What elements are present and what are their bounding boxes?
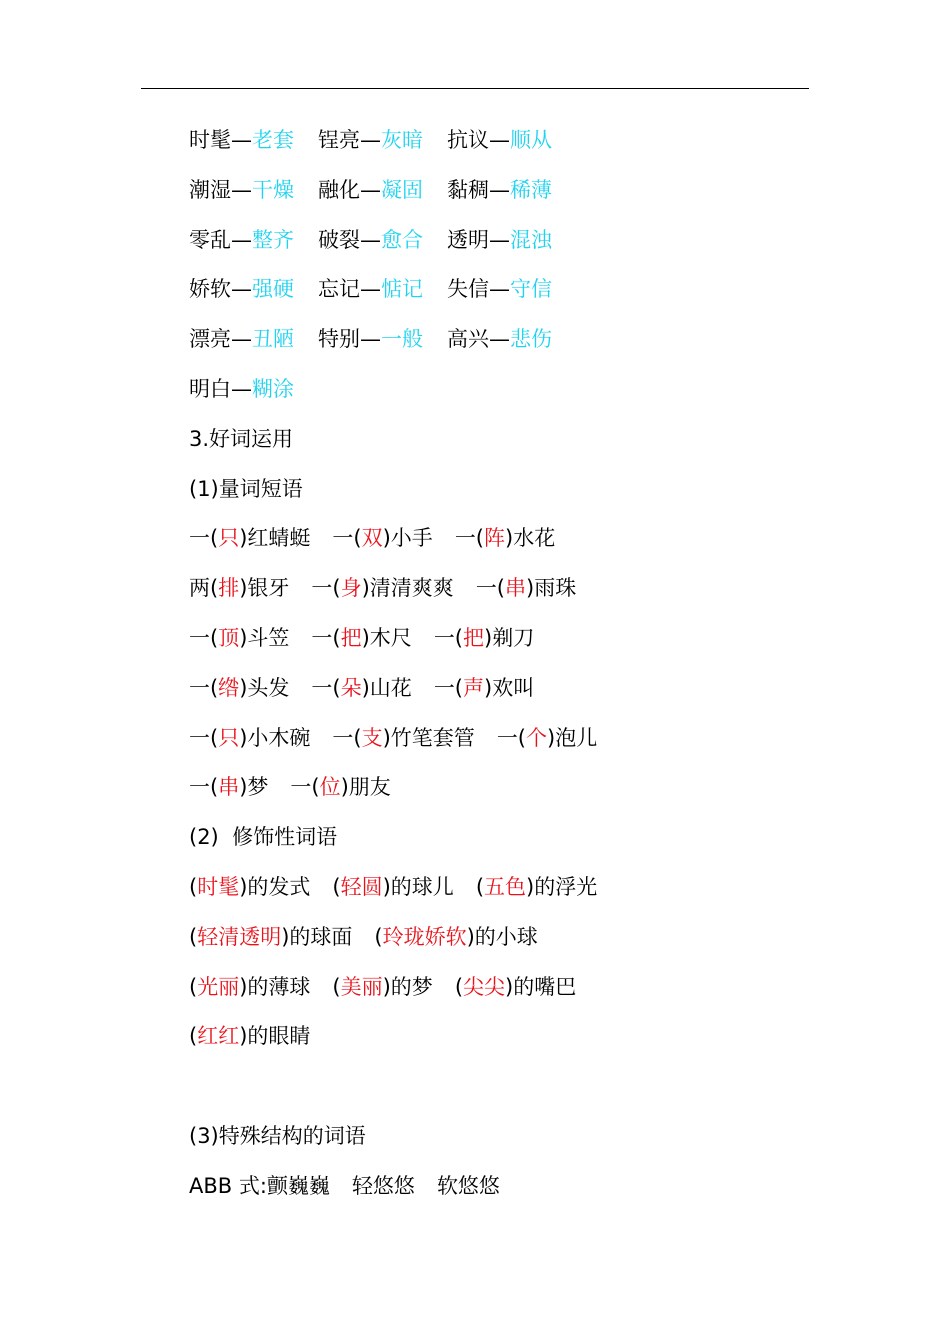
antonym-pair <box>318 116 423 166</box>
measure-phrase <box>311 564 453 614</box>
modifier-row <box>189 913 809 963</box>
antonym-dash: — <box>231 227 252 252</box>
antonym-dash: — <box>360 128 381 152</box>
measure-phrase <box>434 614 534 664</box>
antonym-answer: 顺从 <box>510 128 552 152</box>
phrase-suffix: )山花 <box>361 675 412 700</box>
antonym-pair <box>189 166 294 216</box>
antonym-dash: — <box>489 327 510 352</box>
antonym-answer: 整齐 <box>252 227 294 252</box>
measure-answer: 只 <box>218 526 240 551</box>
phrase-prefix: 一( <box>332 725 362 750</box>
phrase-suffix: )的发式 <box>239 874 311 899</box>
measure-phrase <box>332 514 432 564</box>
antonym-dash: — <box>231 177 252 202</box>
antonym-word: 融化 <box>318 177 360 202</box>
modifier-answer: 光丽 <box>197 974 240 999</box>
antonym-word: 锃亮 <box>318 128 360 152</box>
subsection-title: (1)量词短语 <box>189 476 303 501</box>
phrase-suffix: )小手 <box>382 526 433 551</box>
phrase-prefix: 一( <box>311 675 341 700</box>
antonym-pair <box>447 315 552 365</box>
phrase-suffix: )的小球 <box>466 924 538 949</box>
antonym-word: 娇软 <box>189 277 231 302</box>
antonym-answer: 惦记 <box>381 277 423 302</box>
antonym-row <box>189 116 809 166</box>
measure-phrase <box>189 763 268 813</box>
antonym-word: 漂亮 <box>189 327 231 352</box>
measure-word-row <box>189 514 809 564</box>
measure-phrase <box>189 514 310 564</box>
antonym-word: 潮湿 <box>189 177 231 202</box>
modifier-phrase <box>189 963 310 1013</box>
phrase-prefix: 一( <box>189 725 219 750</box>
abb-label: ABB 式: <box>189 1173 267 1198</box>
phrase-suffix: )的眼睛 <box>239 1024 311 1049</box>
antonym-row <box>189 315 809 365</box>
measure-phrase <box>497 714 597 764</box>
antonym-dash: — <box>360 277 381 302</box>
measure-phrase <box>189 714 310 764</box>
measure-word-row <box>189 564 809 614</box>
antonym-answer: 一般 <box>381 327 423 352</box>
measure-phrase <box>311 664 411 714</box>
phrase-prefix: ( <box>332 874 341 899</box>
phrase-suffix: )朋友 <box>340 775 391 800</box>
phrase-prefix: 一( <box>332 526 362 551</box>
modifier-phrase <box>332 863 453 913</box>
antonym-pair <box>189 265 294 315</box>
antonym-word: 黏稠 <box>447 177 489 202</box>
phrase-prefix: 一( <box>433 625 464 650</box>
measure-phrase <box>455 514 555 564</box>
phrase-prefix: 一( <box>189 675 219 700</box>
measure-word-row <box>189 664 809 714</box>
phrase-prefix: ( <box>374 924 383 949</box>
abb-word: 软悠悠 <box>436 1173 500 1198</box>
modifier-answer: 红红 <box>197 1024 240 1049</box>
phrase-suffix: )头发 <box>239 675 290 700</box>
measure-word-row <box>189 763 809 813</box>
antonym-answer: 老套 <box>252 128 294 152</box>
antonym-word: 忘记 <box>318 277 360 302</box>
phrase-prefix: 一( <box>475 576 506 601</box>
measure-answer: 声 <box>463 675 485 700</box>
phrase-prefix: 一( <box>454 526 485 551</box>
antonym-answer: 凝固 <box>381 177 423 202</box>
phrase-prefix: 一( <box>311 576 341 601</box>
phrase-suffix: )银牙 <box>239 576 290 601</box>
modifier-answer: 轻清透明 <box>197 924 282 949</box>
antonym-pair <box>189 315 294 365</box>
antonym-dash: — <box>489 227 510 252</box>
phrase-suffix: )梦 <box>239 775 269 800</box>
antonym-answer: 混浊 <box>510 227 552 252</box>
measure-phrase <box>189 564 289 614</box>
modifier-phrase <box>332 963 432 1013</box>
antonym-answer: 强硬 <box>252 277 294 302</box>
measure-answer: 阵 <box>484 526 506 551</box>
antonym-answer: 愈合 <box>381 227 423 252</box>
phrase-prefix: ( <box>189 924 198 949</box>
measure-answer: 朵 <box>340 675 362 700</box>
phrase-prefix: 一( <box>189 625 219 650</box>
phrase-prefix: 一( <box>189 775 219 800</box>
measure-phrase <box>290 763 390 813</box>
modifier-row <box>189 963 809 1013</box>
antonym-dash: — <box>489 128 510 152</box>
antonym-answer: 糊涂 <box>252 376 294 401</box>
modifier-answer: 美丽 <box>340 974 383 999</box>
measure-phrase <box>434 664 534 714</box>
phrase-suffix: )泡儿 <box>547 725 598 750</box>
phrase-suffix: )木尺 <box>361 625 412 650</box>
abb-word: 轻悠悠 <box>351 1173 415 1198</box>
measure-answer: 位 <box>319 775 341 800</box>
antonym-pair <box>189 216 294 266</box>
phrase-suffix: )清清爽爽 <box>361 576 454 601</box>
antonym-answer: 悲伤 <box>510 327 552 352</box>
phrase-prefix: 一( <box>496 725 527 750</box>
antonym-pair <box>447 166 552 216</box>
antonym-pair <box>318 216 423 266</box>
phrase-prefix: ( <box>189 874 198 899</box>
antonym-pair <box>447 265 552 315</box>
measure-phrase <box>332 714 474 764</box>
section-title: 3.好词运用 <box>189 426 294 451</box>
antonym-answer: 灰暗 <box>381 128 423 152</box>
measure-answer: 只 <box>218 725 240 750</box>
measure-phrase <box>311 614 411 664</box>
phrase-suffix: )的薄球 <box>239 974 311 999</box>
measure-answer: 绺 <box>218 675 240 700</box>
phrase-prefix: ( <box>332 974 341 999</box>
phrase-prefix: 一( <box>189 526 219 551</box>
phrase-prefix: ( <box>189 1024 198 1049</box>
antonym-dash: — <box>489 177 510 202</box>
antonym-word: 明白 <box>189 376 231 401</box>
antonym-pair <box>189 116 294 166</box>
measure-answer: 排 <box>218 576 240 601</box>
antonym-word: 抗议 <box>447 128 489 152</box>
modifier-phrase <box>189 1012 310 1062</box>
antonym-word: 透明 <box>447 227 489 252</box>
modifier-answer: 玲珑娇软 <box>382 924 467 949</box>
phrase-suffix: )水花 <box>505 526 556 551</box>
measure-phrase <box>189 664 289 714</box>
modifier-phrase <box>189 863 310 913</box>
modifier-phrase <box>374 913 537 963</box>
antonym-dash: — <box>231 128 252 152</box>
antonym-word: 破裂 <box>318 227 360 252</box>
phrase-suffix: )的浮光 <box>526 874 598 899</box>
subsection-title: (2) 修饰性词语 <box>189 825 338 850</box>
antonym-answer: 守信 <box>510 277 552 302</box>
phrase-suffix: )的球儿 <box>382 874 454 899</box>
antonym-answer: 干燥 <box>252 177 294 202</box>
phrase-prefix: ( <box>475 874 485 899</box>
abb-word: 颤巍巍 <box>266 1173 330 1198</box>
modifier-row <box>189 863 809 913</box>
measure-word-row <box>189 714 809 764</box>
antonym-pair <box>189 365 294 415</box>
modifier-phrase <box>455 963 576 1013</box>
antonym-word: 高兴 <box>447 327 489 352</box>
measure-answer: 支 <box>361 725 383 750</box>
phrase-suffix: )的球面 <box>281 924 353 949</box>
header-rule <box>141 88 809 89</box>
antonym-row <box>189 365 809 415</box>
phrase-suffix: )红蜻蜓 <box>239 526 311 551</box>
antonym-pair <box>447 216 552 266</box>
antonym-word: 时髦 <box>189 128 231 152</box>
phrase-suffix: )雨珠 <box>526 576 577 601</box>
antonym-word: 特别 <box>318 327 360 352</box>
measure-answer: 把 <box>463 625 485 650</box>
phrase-suffix: )的梦 <box>382 974 433 999</box>
antonym-dash: — <box>231 327 252 352</box>
phrase-suffix: )小木碗 <box>239 725 311 750</box>
modifier-phrase <box>476 863 597 913</box>
phrase-prefix: 一( <box>433 675 464 700</box>
phrase-prefix: ( <box>454 974 464 999</box>
modifier-answer: 轻圆 <box>340 874 383 899</box>
phrase-prefix: 两( <box>189 576 219 601</box>
phrase-prefix: 一( <box>290 775 320 800</box>
measure-answer: 双 <box>361 526 383 551</box>
subsection-title: (3)特殊结构的词语 <box>189 1123 366 1148</box>
antonym-answer: 丑陋 <box>252 327 294 352</box>
measure-answer: 顶 <box>218 625 240 650</box>
antonym-row <box>189 265 809 315</box>
measure-phrase <box>189 614 289 664</box>
antonym-dash: — <box>489 277 510 302</box>
antonym-pair <box>318 315 423 365</box>
antonym-row <box>189 166 809 216</box>
phrase-suffix: )的嘴巴 <box>505 974 577 999</box>
measure-answer: 身 <box>340 576 362 601</box>
modifier-row <box>189 1012 809 1062</box>
antonym-dash: — <box>231 277 252 302</box>
phrase-suffix: )剃刀 <box>484 625 535 650</box>
phrase-suffix: )欢叫 <box>484 675 535 700</box>
measure-answer: 串 <box>218 775 240 800</box>
antonym-row <box>189 216 809 266</box>
antonym-dash: — <box>360 327 381 352</box>
phrase-prefix: 一( <box>311 625 341 650</box>
antonym-pair <box>447 116 552 166</box>
antonym-pair <box>318 265 423 315</box>
worksheet-content <box>189 116 809 1212</box>
measure-answer: 把 <box>340 625 362 650</box>
antonym-pair <box>318 166 423 216</box>
measure-answer: 串 <box>505 576 527 601</box>
antonym-answer: 稀薄 <box>510 177 552 202</box>
antonym-dash: — <box>231 376 252 401</box>
phrase-prefix: ( <box>189 974 198 999</box>
phrase-suffix: )斗笠 <box>239 625 290 650</box>
antonym-dash: — <box>360 177 381 202</box>
modifier-answer: 尖尖 <box>463 974 506 999</box>
modifier-phrase <box>189 913 352 963</box>
abb-row <box>189 1162 809 1212</box>
measure-answer: 个 <box>526 725 548 750</box>
antonym-word: 失信 <box>447 277 489 302</box>
measure-word-row <box>189 614 809 664</box>
antonym-word: 零乱 <box>189 227 231 252</box>
antonym-dash: — <box>360 227 381 252</box>
phrase-suffix: )竹笔套管 <box>382 725 475 750</box>
measure-phrase <box>476 564 576 614</box>
modifier-answer: 五色 <box>484 874 527 899</box>
modifier-answer: 时髦 <box>197 874 240 899</box>
